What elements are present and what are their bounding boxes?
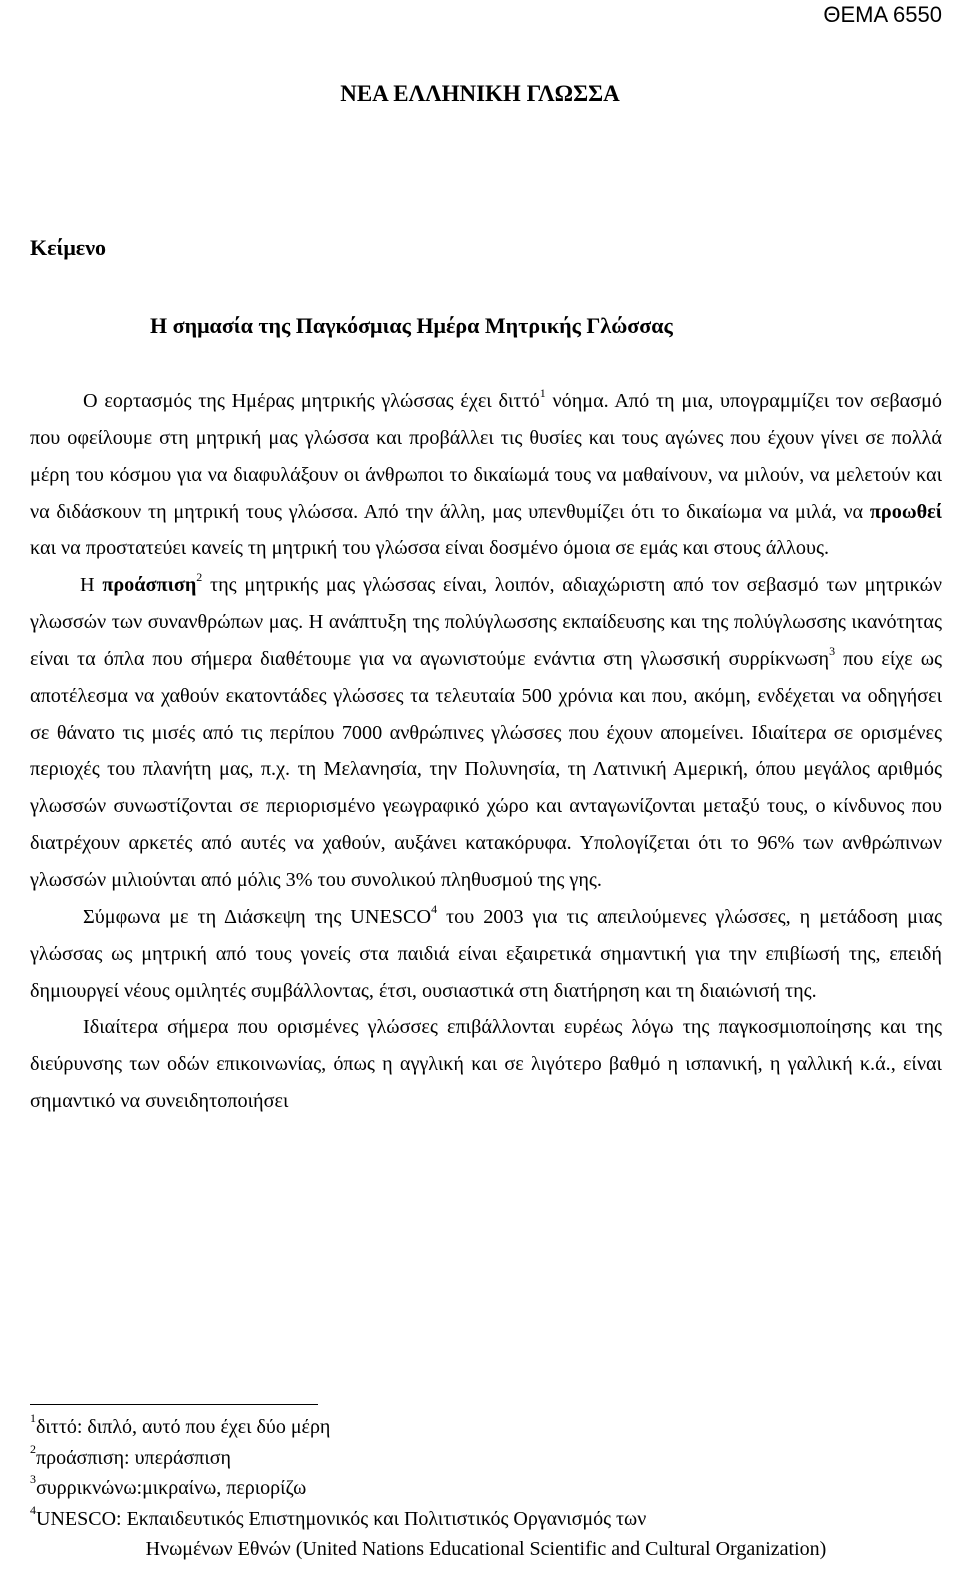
paragraph-3: Σύμφωνα με τη Διάσκεψη της UNESCO$^4$ του 2003 για τις απειλούμενες γλώσσες, η μετάδοση μιας γλώσσας ως μητρική από τους γονείς στα παιδιά είναι εξαιρετικά σημαντική για την επιβίωσή της, επειδή δημιουργεί νέους ομιλητές συμβάλλοντας, έτσι, ουσιαστικά στη διατήρηση και τη διαιώνισή της.	[30, 902, 942, 1002]
footnote-1: $^1$διττό: διπλό, αυτό που έχει δύο μέρη	[30, 1411, 331, 1438]
paragraph-2: Η προάσπιση$^2$ της μητρικής μας γλώσσας είναι, λοιπόν, αδιαχώριστη από τον σεβασμό των μητρικών γλωσσών των συνανθρώπων μας. Η ανάπτυξη της πολύγλωσσης εκπαίδευσης και της πολύγλωσσης ικανότητας είναι τα όπλα που σήμερα διαθέτουμε για να αγωνιστούμε ενάντια στη γλωσσική συρρίκνωση$^3$ που είχε ως αποτέλεσμα να χαθούν εκατοντάδες γλώσσες τα τελευταία 500 χρόνια και που, ακόμη, ενδέχεται να οδηγήσει σε θάνατο τις μισές από τις περίπου 7000 ανθρώπινες γλώσσες που έχουν απομείνει. Ιδιαίτερα σε ορισμένες περιοχές του πλανήτη μας, π.χ. τη Μελανησία, την Πολυνησία, τη Λατινική Αμερική, όπου μεγάλος αριθμός γλωσσών συνωστίζονται σε περιορισμένο γεωγραφικό χώρο και ανταγωνίζονται μεταξύ τους, ο κίνδυνος που διατρέχουν αρκετές από αυτές να χαθούν, αυξάνει κατακόρυφα. Υπολογίζεται ότι το 96% των ανθρώπινων γλωσσών μιλιούνται από μόλις 3% του συνολικού πληθυσμού της γης.	[30, 570, 942, 891]
paragraph-4: Ιδιαίτερα σήμερα που ορισμένες γλώσσες επιβάλλονται ευρέως λόγω της παγκοσμιοποίησης και της διεύρυνσης των οδών επικοινωνίας, όπως η αγγλική και σε λιγότερο βαθμό η ισπανική, η γαλλική κ.ά., είναι σημαντικό να συνειδητοποιήσει	[30, 1016, 942, 1113]
bold-term-proaspisi: προάσπιση	[102, 574, 197, 597]
footnote-separator	[30, 1404, 318, 1405]
footnotes	[30, 1412, 942, 1565]
section-label: Κείμενο	[30, 235, 107, 260]
footnote-3: $^3$συρρικνώνω:μικραίνω, περιορίζω	[30, 1472, 307, 1499]
footnote-ref-4: 4	[431, 902, 438, 917]
subject-heading: ΝΕΑ ΕΛΛΗΝΙΚΗ ΓΛΩΣΣΑ	[340, 81, 620, 106]
footnote-4: $^4$UNESCO: Εκπαιδευτικός Επιστημονικός και Πολιτιστικός Οργανισμός των Ηνωμένων Εθνών (United Nations Educational Scientific and Cultural Organization)	[30, 1502, 827, 1560]
text-title: Η σημασία της Παγκόσμιας Ημέρα Μητρικής Γλώσσας	[150, 313, 673, 338]
footnote-ref-3: 3	[829, 644, 836, 659]
bold-term-proothei: προωθεί	[869, 500, 942, 523]
topic-number: ΘΕΜΑ 6550	[823, 2, 942, 27]
paragraph-1: Ο εορτασμός της Ημέρας μητρικής γλώσσας έχει διττό$^1$ νόημα. Από τη μια, υπογραμμίζει τον σεβασμό που οφείλουμε στη μητρική μας γλώσσα και προβάλλει τις θυσίες και τους αγώνες που έχουν γίνει σε πολλά μέρη του κόσμου για να διαφυλάξουν οι άνθρωποι το δικαίωμά τους να μαθαίνουν, να μιλούν, να μελετούν και να διδάσκουν τη μητρική τους γλώσσα. Από την άλλη, μας υπενθυμίζει ότι το δικαίωμα να μιλά, να προωθεί και να προστατεύει κανείς τη μητρική του γλώσσα είναι δοσμένο όμοια σε εμάς και στους άλλους.	[30, 386, 942, 560]
footnote-ref-1: 1	[539, 386, 546, 401]
footnote-ref-2: 2	[196, 570, 203, 585]
footnote-2: $^2$προάσπιση: υπεράσπιση	[30, 1441, 231, 1469]
text-body	[30, 383, 942, 1120]
